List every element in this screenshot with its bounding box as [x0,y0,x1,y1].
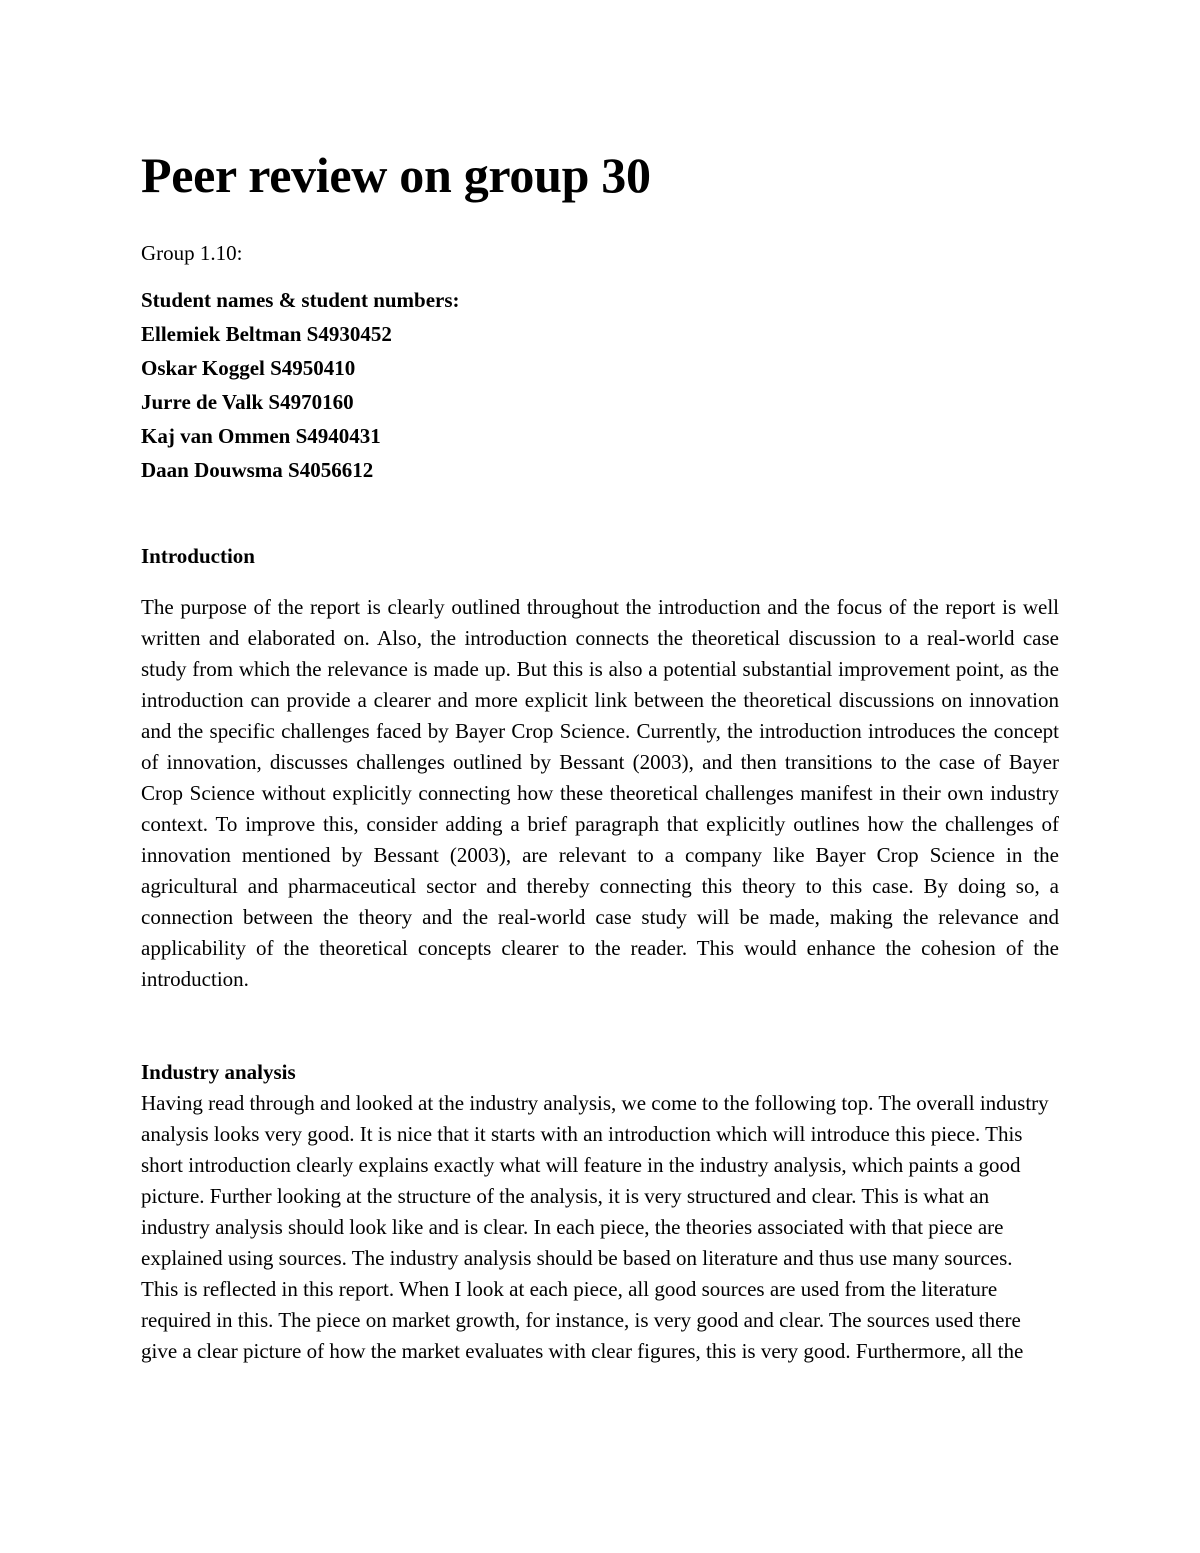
document-title: Peer review on group 30 [141,147,651,203]
student-entry: Oskar Koggel S4950410 [141,356,356,380]
section-heading-introduction: Introduction [141,544,255,568]
section-body-introduction: The purpose of the report is clearly outlined throughout the introduction and the focus of the report is well written and elaborated on. Also, the introduction connects the theoretical discussion to a real-world case study from which the relevance is made up. But this is also a potential substantial improvement point, as the introduction can provide a clearer and more explicit link between the theoretical discussions on innovation and the specific challenges faced by Bayer Crop Science. Currently, the introduction introduces the concept of innovation, discusses challenges outlined by Bessant (2003), and then transitions to the case of Bayer Crop Science without explicitly connecting how these theoretical challenges manifest in their own industry context. To improve this, consider adding a brief paragraph that explicitly outlines how the challenges of innovation mentioned by Bessant (2003), are relevant to a company like Bayer Crop Science in the agricultural and pharmaceutical sector and thereby connecting this theory to this case. By doing so, a connection between the theory and the real-world case study will be made, making the relevance and applicability of the theoretical concepts clearer to the reader. This would enhance the cohesion of the introduction. [141,595,1059,991]
student-list-heading: Student names & student numbers: [141,288,460,312]
student-entry: Jurre de Valk S4970160 [141,390,354,414]
student-entry: Kaj van Ommen S4940431 [141,424,381,448]
section-heading-industry-analysis: Industry analysis [141,1060,296,1084]
student-entry: Ellemiek Beltman S4930452 [141,322,392,346]
student-entry: Daan Douwsma S4056612 [141,458,374,482]
section-body-industry-analysis: Having read through and looked at the industry analysis, we come to the following top. The overall industry analysis looks very good. It is nice that it starts with an introduction which will introduce this piece. This short introduction clearly explains exactly what will feature in the industry analysis, which paints a good picture. Further looking at the structure of the analysis, it is very structured and clear. This is what an industry analysis should look like and is clear. In each piece, the theories associated with that piece are explained using sources. The industry analysis should be based on literature and thus use many sources. This is reflected in this report. When I look at each piece, all good sources are used from the literature required in this. The piece on market growth, for instance, is very good and clear. The sources used there give a clear picture of how the market evaluates with clear figures, this is very good. Furthermore, all the [141,1091,1049,1363]
student-list [141,283,460,487]
group-label: Group 1.10: [141,241,243,265]
